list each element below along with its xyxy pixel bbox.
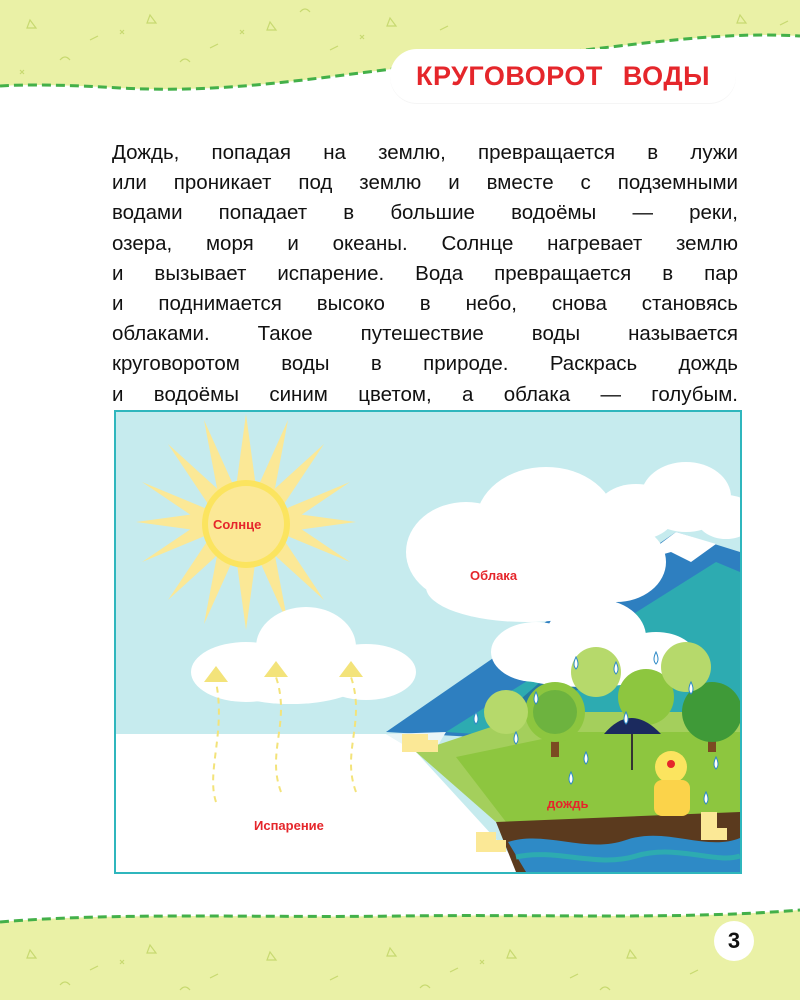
water-cycle-illustration: [114, 410, 742, 874]
label-rain: дождь: [547, 796, 589, 811]
page-number: 3: [714, 921, 754, 961]
body-line: и поднимается высоко в небо, снова становясь: [112, 292, 738, 316]
label-sun: Солнце: [213, 517, 262, 532]
label-evaporation: Испарение: [254, 818, 324, 833]
body-paragraph: [112, 138, 738, 410]
page-title: КРУГОВОРОТ ВОДЫ: [416, 60, 710, 91]
body-line: и водоёмы синим цветом, а облака — голубым.: [112, 382, 738, 406]
body-line: озера, моря и океаны. Солнце нагревает землю: [112, 231, 738, 255]
body-line: водами попадает в большие водоёмы — реки,: [112, 201, 738, 225]
body-line: и вызывает испарение. Вода превращается в пар: [112, 261, 738, 285]
title-banner: [390, 49, 736, 103]
bottom-decorative-band: [0, 890, 800, 1000]
body-line: Дождь, попадая на землю, превращается в лужи: [112, 141, 738, 164]
body-line: круговоротом воды в природе. Раскрась дождь: [112, 352, 738, 376]
body-line: или проникает под землю и вместе с подземными: [112, 171, 738, 195]
label-clouds: Облака: [470, 568, 518, 583]
body-line: облаками. Такое путешествие воды называется: [112, 322, 738, 346]
